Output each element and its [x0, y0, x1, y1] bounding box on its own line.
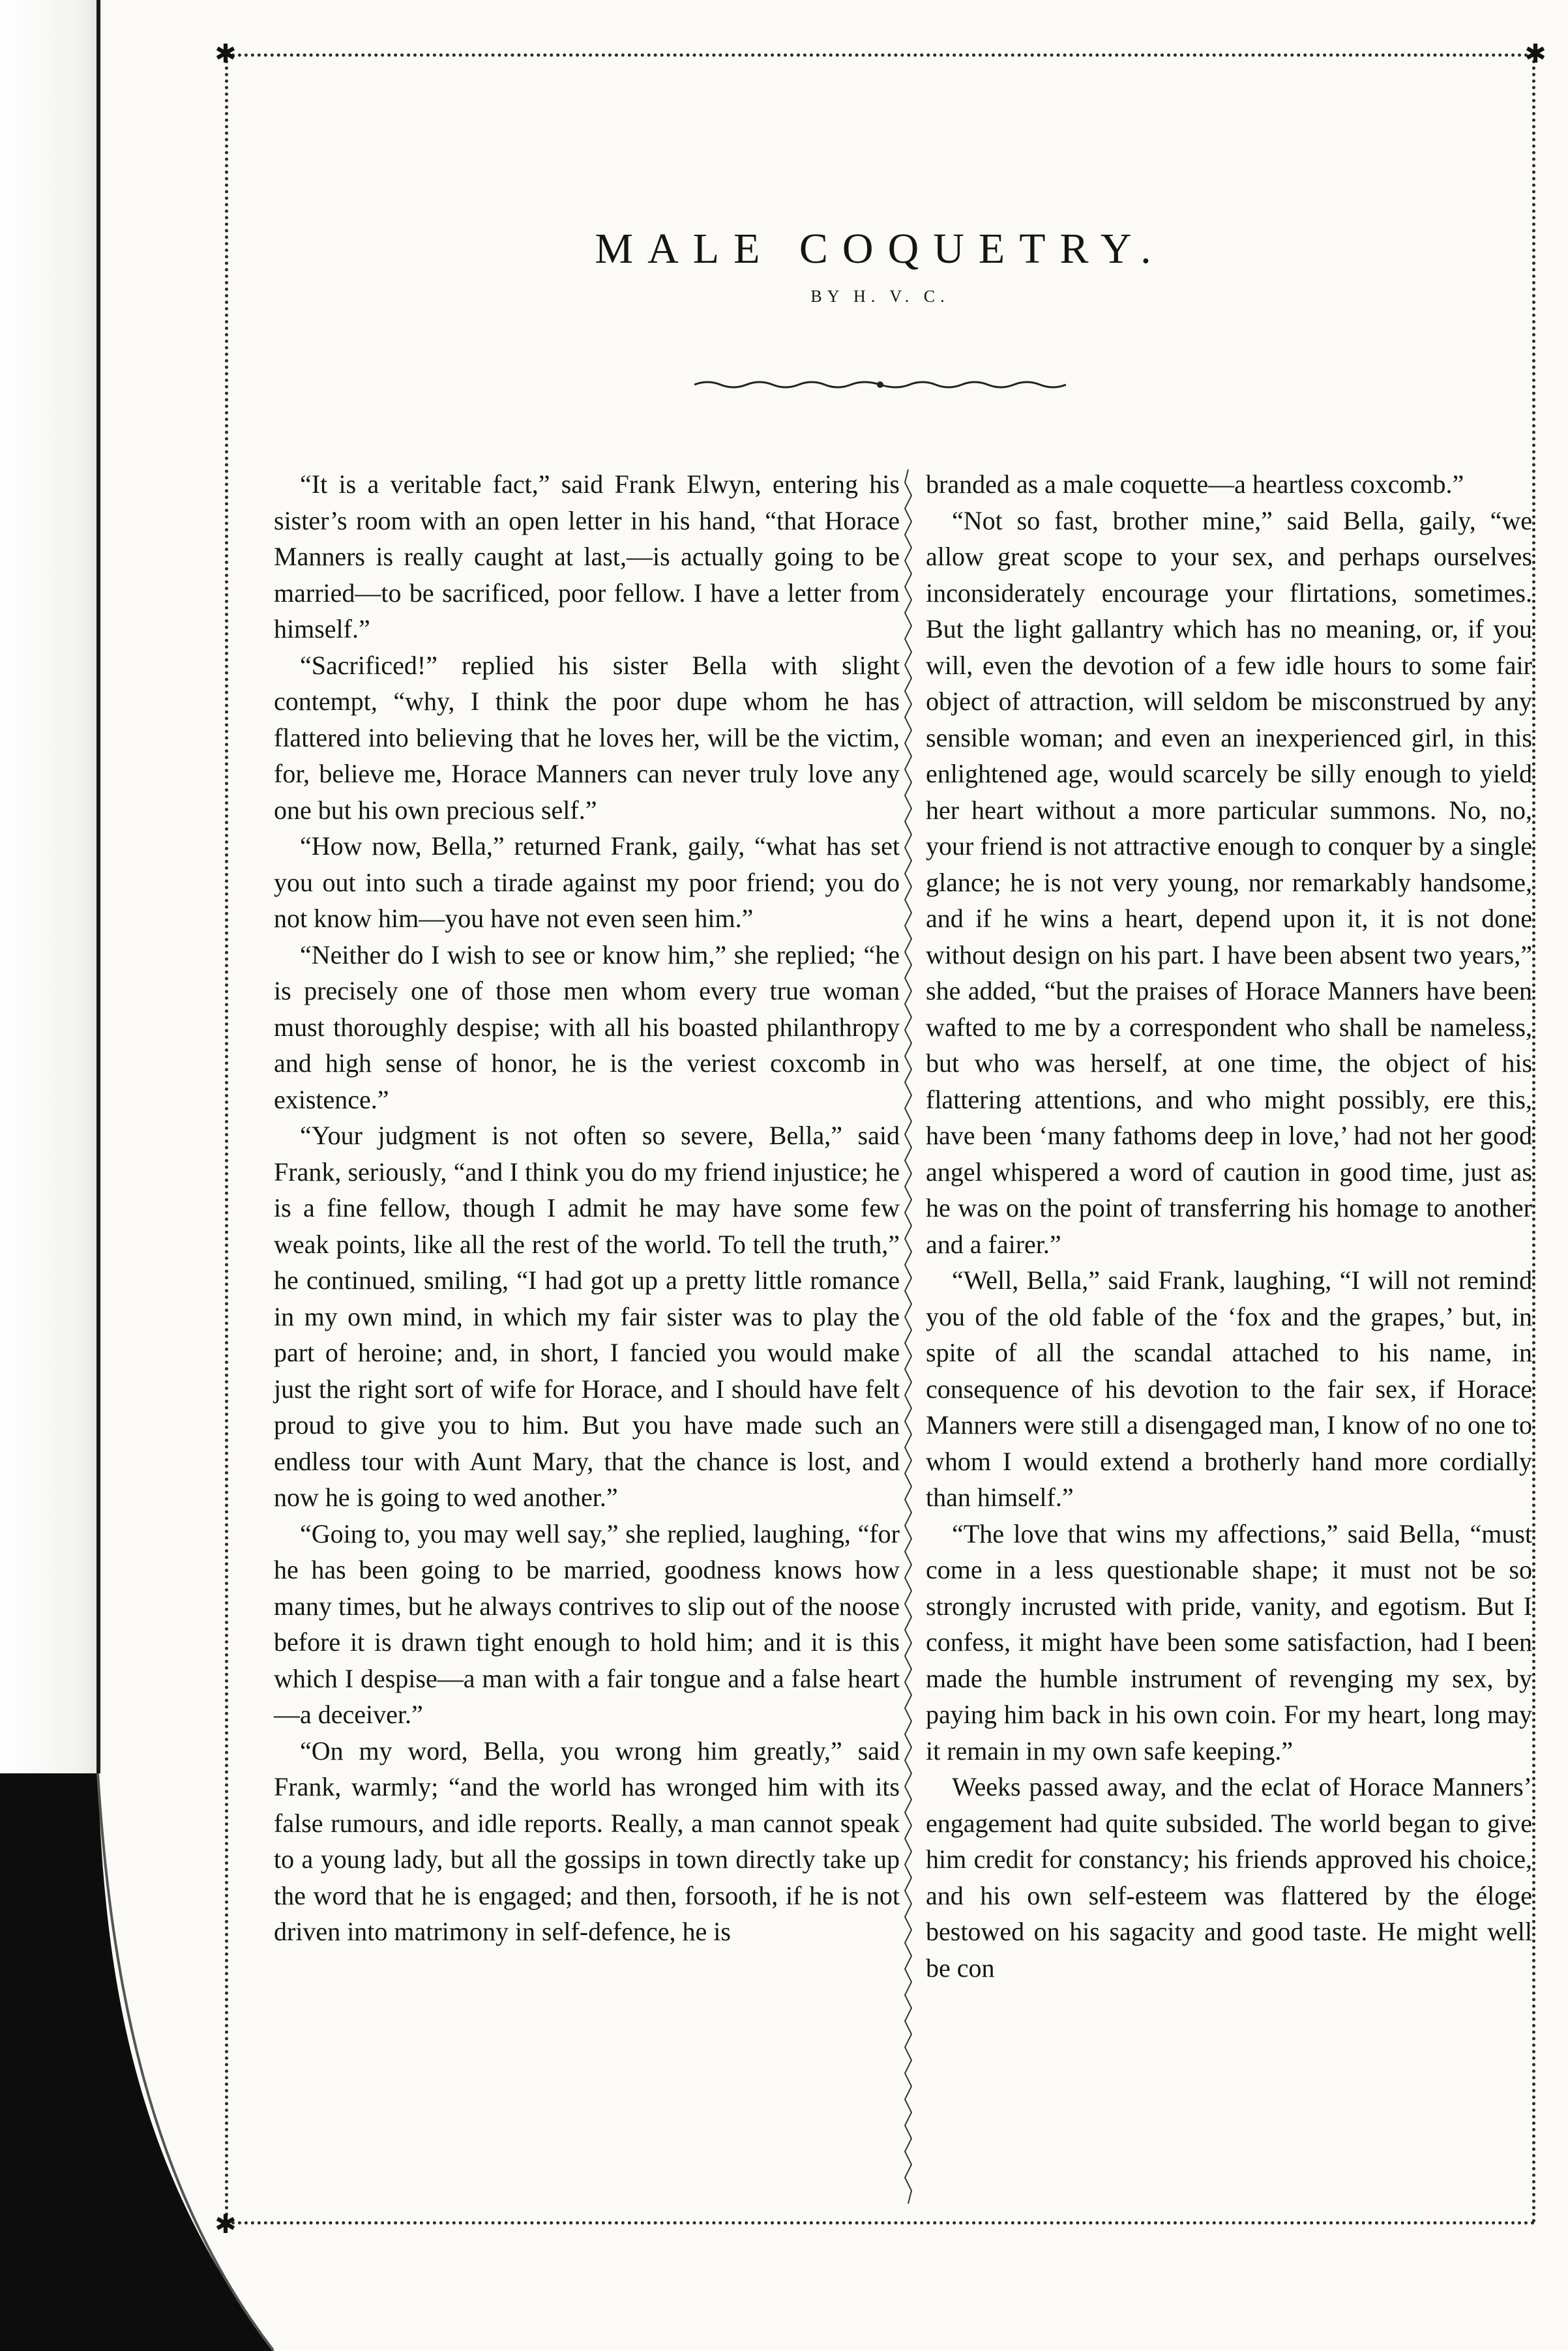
right-column	[926, 466, 1532, 1986]
paragraph: “How now, Bella,” returned Frank, gaily, “what has set you out into such a tirade against my poor friend; you do not know him—you have not even seen him.”	[274, 831, 900, 933]
article-title: MALE COQUETRY.	[595, 225, 1166, 273]
paragraph: “Your judgment is not often so severe, Bella,” said Frank, seriously, “and I think you do my friend injustice; he is a fine fellow, though I admit he may have some few weak points, like all the rest of the world. To tell the truth,” he continued, smiling, “I had got up a pretty little romance in my own mind, in which my fair sister was to play the part of heroine; and, in short, I fancied you would make just the right sort of wife for Horace, and I should have felt proud to give you to him. But you have made such an endless tour with Aunt Mary, that the chance is lost, and now he is going to wed another.”	[274, 1121, 900, 1512]
article-byline: BY H. V. C.	[810, 287, 950, 306]
title-flourish-divider	[694, 378, 1066, 391]
left-column	[274, 466, 900, 1950]
paragraph: “Well, Bella,” said Frank, laughing, “I will not remind you of the old fable of the ‘fox and the grapes,’ but, in spite of all the scandal attached to his name, in consequence of his devotion to the fair sex, if Horace Manners were still a disengaged man, I know of no one to whom I would extend a brotherly hand more cordially than himself.”	[926, 1265, 1532, 1512]
corner-ornament-bottom-left: ✱	[214, 2210, 237, 2239]
paragraph: “It is a veritable fact,” said Frank Elwyn, entering his sister’s room with an open letter in his hand, “that Horace Manners is really caught at last,—is actually going to be married—to be sacrificed, poor fellow. I have a letter from himself.”	[274, 469, 900, 643]
corner-ornament-top-right: ✱	[1524, 39, 1546, 68]
paragraph: “Neither do I wish to see or know him,” she replied; “he is precisely one of those men whom every true woman must thoroughly despise; with all his boasted philanthropy and high sense of honor, he is the veriest coxcomb in existence.”	[274, 939, 900, 1114]
paragraph: “Sacrificed!” replied his sister Bella with slight contempt, “why, I think the poor dupe whom he has flattered into believing that he loves her, will be the victim, for, believe me, Horace Manners can never truly love any one but his own precious self.”	[274, 650, 900, 825]
paragraph: “Not so fast, brother mine,” said Bella, gaily, “we allow great scope to your sex, and perhaps ourselves inconsiderately encourage your flirtations, sometimes. But the light gallantry which has no meaning, or, if you will, even the devotion of a few idle hours to some fair object of attraction, will seldom be misconstrued by any sensible woman; and even an inexperienced girl, in this enlightened age, would scarcely be silly enough to yield her heart without a more particular summons. No, no, your friend is not attractive enough to conquer by a single glance; he is not very young, nor remarkably handsome, and if he wins a heart, depend upon it, it is not done without design on his part. I have been absent two years,” she added, “but the praises of Horace Manners have been wafted to me by a correspondent who shall be nameless, but who was herself, at one time, the object of his flattering attentions, and who might possibly, ere this, have been ‘many fathoms deep in love,’ had not her good angel whispered a word of caution in good time, just as he was on the point of transferring his homage to another and a fairer.”	[926, 505, 1532, 1259]
paragraph: “The love that wins my affections,” said Bella, “must come in a less questionable shape; it must not be so strongly incrusted with pride, vanity, and egotism. But I confess, it might have been some satisfaction, had I been made the humble instrument of revenging my sex, by paying him back in his own coin. For my heart, long may it remain in my own safe keeping.”	[926, 1518, 1532, 1766]
paragraph: “Going to, you may well say,” she replied, laughing, “for he has been going to be married, goodness knows how many times, but he always contrives to slip out of the noose before it is drawn tight enough to hold him; and it is this which I despise—a man with a fair tongue and a false heart—a deceiver.”	[274, 1518, 900, 1729]
paragraph-continued: branded as a male coquette—a heartless coxcomb.”	[926, 469, 1464, 499]
column-divider	[904, 469, 913, 2204]
paragraph: “On my word, Bella, you wrong him greatly,” said Frank, warmly; “and the world has wronged him with its false rumours, and idle reports. Really, a man cannot speak to a young lady, but all the gossips in town directly take up the word that he is engaged; and then, forsooth, if he is not driven into matrimony in self-defence, he is	[274, 1736, 900, 1946]
corner-ornament-top-left: ✱	[214, 39, 237, 68]
paragraph: Weeks passed away, and the eclat of Horace Manners’ engagement had quite subsided. The world began to give him credit for constancy; his friends approved his choice, and his own self-esteem was flattered by the éloge bestowed on his sagacity and good taste. He might well be con	[926, 1772, 1532, 1983]
binding-edge-line	[96, 0, 100, 1773]
